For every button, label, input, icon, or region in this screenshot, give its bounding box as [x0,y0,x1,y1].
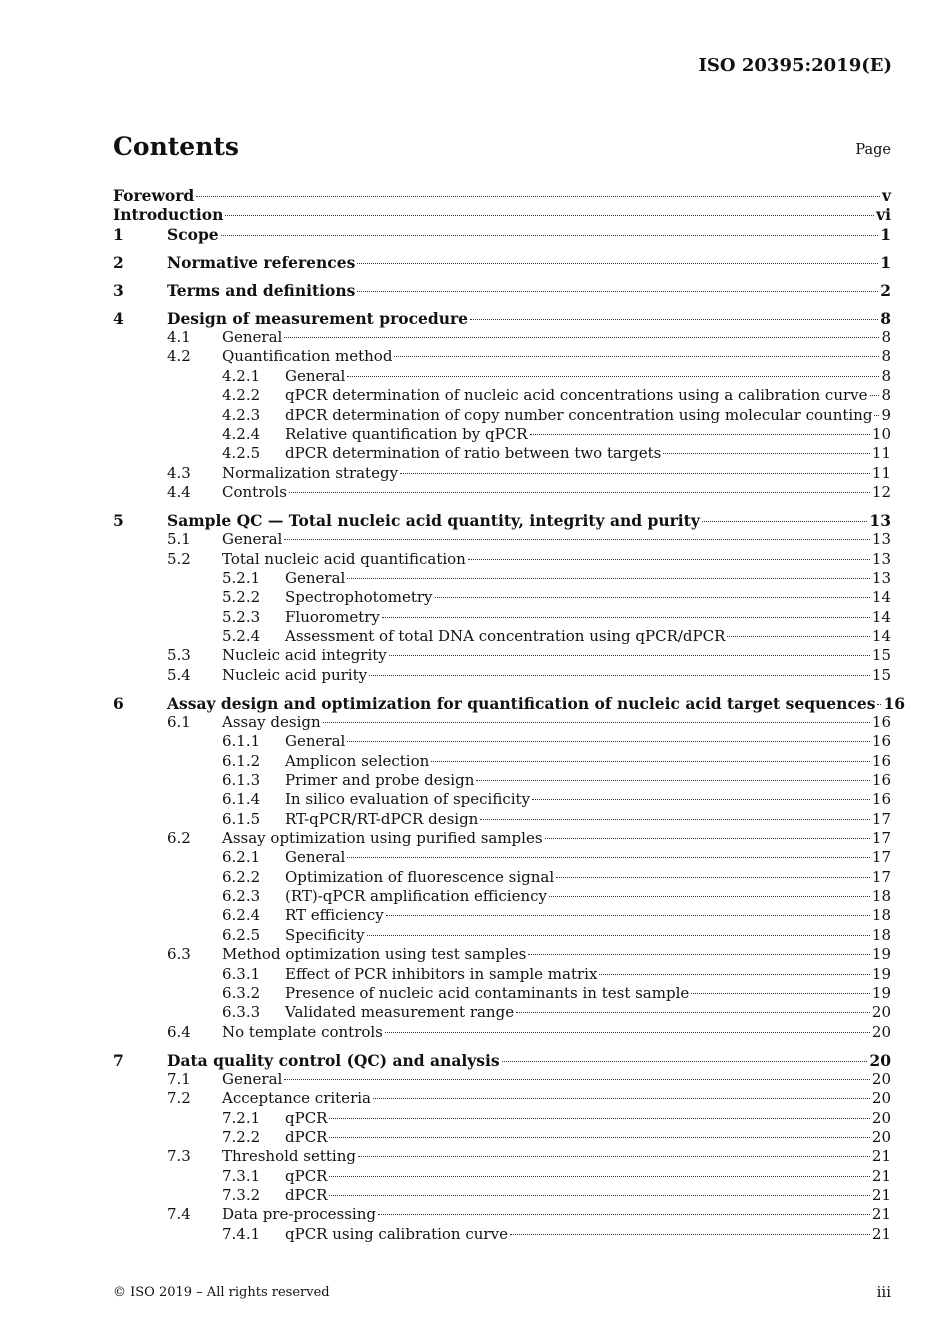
toc-entry-page: 8 [881,366,891,385]
toc-entry[interactable] [113,205,891,224]
toc-entry-title[interactable]: Terms and definitions [167,280,356,300]
dot-leader [435,597,870,598]
toc-entry-page: 17 [871,809,891,828]
dot-leader [502,1061,868,1062]
toc-entry-page: 11 [871,444,891,463]
dot-leader [386,915,870,916]
toc-entry-number: 7.4.1 [222,1224,261,1243]
toc-entry[interactable] [113,511,891,530]
copyright-footer: © ISO 2019 – All rights reserved [113,1285,330,1300]
dot-leader [702,521,868,522]
toc-entry[interactable] [113,829,891,848]
toc-entry-number: 7.4 [167,1205,191,1224]
toc-entry-page: 8 [881,386,891,405]
toc-entry-number: 6.2 [167,829,191,848]
dot-leader [367,935,870,936]
toc-entry-page: 19 [871,964,891,983]
toc-entry[interactable] [113,887,891,906]
toc-entry[interactable] [113,386,891,405]
toc-entry[interactable] [113,550,891,569]
toc-entry-number: 6.2.1 [222,848,261,867]
toc-entry-number: 1 [113,224,124,244]
toc-entry-number: 7.3.2 [222,1185,261,1204]
toc-entry-title[interactable]: Relative quantification by qPCR [285,424,528,443]
toc-entry-page: 21 [871,1166,891,1185]
toc-entry-number: 3 [113,280,124,300]
toc-entry-number: 5.3 [167,646,191,665]
toc-entry[interactable] [113,646,891,665]
toc-entry-page: 21 [871,1224,891,1243]
toc-entry-title[interactable]: Scope [167,224,219,244]
toc-entry-title[interactable]: Amplicon selection [285,751,430,770]
toc-entry-title[interactable]: Effect of PCR inhibitors in sample matrix [285,964,598,983]
toc-entry[interactable] [113,425,891,444]
dot-leader [476,780,870,781]
dot-leader [369,675,870,676]
toc-entry-page: 19 [871,945,891,964]
toc-entry[interactable] [113,588,891,607]
toc-entry-title[interactable]: Assay design and optimization for quantification of nucleic acid target sequences [167,693,876,713]
toc-entry[interactable] [113,608,891,627]
toc-entry-title[interactable]: General [285,568,346,587]
toc-entry[interactable] [113,848,891,867]
toc-entry-page: 19 [871,983,891,1002]
toc-entry-title[interactable]: Primer and probe design [285,771,475,790]
toc-entry-title[interactable]: dPCR determination of ratio between two targets [285,444,662,463]
toc-entry-number: 6.2.5 [222,925,261,944]
toc-entry-number: 6.1 [167,713,191,732]
toc-entry[interactable] [113,1089,891,1108]
dot-leader [549,896,870,897]
toc-entry-number: 4.2 [167,347,191,366]
toc-entry-page: 18 [871,925,891,944]
toc-entry-title[interactable]: qPCR using calibration curve [285,1224,508,1243]
document-id-header: ISO 20395:2019(E) [698,55,892,76]
dot-leader [532,799,870,800]
toc-entry-page: 20 [869,1050,891,1070]
toc-entry[interactable] [113,810,891,829]
toc-entry-number: 5 [113,510,124,530]
toc-entry-title[interactable]: Data pre-processing [222,1205,376,1224]
toc-entry-number: 6.1.1 [222,732,261,751]
dot-leader [347,741,870,742]
dot-leader [329,1176,869,1177]
toc-entry-number: 6.1.4 [222,790,261,809]
toc-entry[interactable] [113,1051,891,1070]
toc-entry-number: 5.4 [167,665,191,684]
dot-leader [289,492,870,493]
dot-leader [870,395,880,396]
toc-entry-page: 13 [869,510,891,530]
toc-entry-page: 20 [871,1003,891,1022]
dot-leader [358,1156,870,1157]
dot-leader [545,838,870,839]
toc-entry-title[interactable]: Threshold setting [222,1147,356,1166]
toc-entry-number: 5.2.4 [222,626,261,645]
toc-entry-title[interactable]: Sample QC — Total nucleic acid quantity, integrity and purity [167,510,700,530]
dot-leader [431,761,870,762]
toc-entry-page: 17 [871,848,891,867]
toc-entry-title[interactable]: General [285,366,346,385]
toc-entry-number: 6.3 [167,945,191,964]
toc-entry-title[interactable]: Assay optimization using purified samples [222,829,543,848]
toc-entry-title[interactable]: qPCR [285,1166,328,1185]
toc-entry-title[interactable]: In silico evaluation of specificity [285,790,531,809]
toc-entry-page: 14 [871,626,891,645]
dot-leader [599,974,869,975]
toc-entry[interactable] [113,1003,891,1022]
toc-entry-number: 7.1 [167,1069,191,1088]
toc-entry-page: 1 [880,224,891,244]
toc-entry-page: 15 [871,646,891,665]
toc-entry-title[interactable]: Quantification method [222,347,393,366]
toc-entry-title[interactable]: Normative references [167,252,356,272]
toc-entry-title[interactable]: dPCR [285,1185,328,1204]
toc-entry-page: 17 [871,829,891,848]
toc-entry-page: v [881,186,891,205]
toc-entry-page: 8 [881,347,891,366]
toc-entry[interactable] [113,1023,891,1042]
toc-entry-title[interactable]: dPCR determination of copy number concentration using molecular counting [285,405,873,424]
toc-entry-number: 6 [113,693,124,713]
toc-entry[interactable] [113,253,891,272]
toc-entry-page: 16 [871,751,891,770]
toc-entry-number: 2 [113,252,124,272]
toc-entry-number: 5.2.2 [222,588,261,607]
toc-entry[interactable] [113,1128,891,1147]
toc-entry-number: 6.3.3 [222,1003,261,1022]
dot-leader [347,857,870,858]
toc-entry[interactable] [113,1167,891,1186]
toc-entry-title[interactable]: Optimization of fluorescence signal [285,867,555,886]
toc-entry-title[interactable]: Assessment of total DNA concentration using qPCR/dPCR [285,626,726,645]
toc-entry-number: 6.1.2 [222,751,261,770]
dot-leader [196,196,880,197]
toc-entry-title[interactable]: qPCR [285,1108,328,1127]
toc-entry-page: 16 [883,693,906,713]
toc-entry[interactable] [113,1109,891,1128]
toc-entry-page: 16 [871,771,891,790]
toc-entry-page: 21 [871,1185,891,1204]
toc-entry-title[interactable]: qPCR determination of nucleic acid concentrations using a calibration curve [285,386,868,405]
dot-leader [480,819,870,820]
toc-entry-number: 6.1.5 [222,809,261,828]
toc-entry[interactable] [113,666,891,685]
toc-entry[interactable] [113,713,891,732]
toc-entry-page: 20 [871,1127,891,1146]
toc-entry-page: 8 [880,308,891,328]
toc-entry[interactable] [113,367,891,386]
toc-entry-page: 21 [871,1147,891,1166]
page-column-label: Page [855,142,891,158]
toc-entry-page: 20 [871,1022,891,1041]
toc-entry-number: 4.4 [167,482,191,501]
toc-entry[interactable] [113,309,891,328]
toc-entry-page: 15 [871,665,891,684]
toc-entry-title[interactable]: Assay design [222,713,321,732]
toc-entry-number: 4.3 [167,463,191,482]
toc-entry-page: 16 [871,732,891,751]
dot-leader [470,319,878,320]
toc-entry[interactable] [113,225,891,244]
toc-entry-page: 16 [871,790,891,809]
dot-leader [394,356,879,357]
toc-entry-number: 6.3.2 [222,983,261,1002]
toc-entry[interactable] [113,1070,891,1089]
toc-entry[interactable] [113,752,891,771]
toc-entry[interactable] [113,984,891,1003]
toc-entry-title[interactable]: Nucleic acid purity [222,665,368,684]
toc-entry[interactable] [113,1225,891,1244]
toc-entry[interactable] [113,347,891,366]
dot-leader [874,415,879,416]
toc-entry[interactable] [113,627,891,646]
toc-entry-page: 18 [871,887,891,906]
dot-leader [357,291,878,292]
dot-leader [528,954,870,955]
toc-entry[interactable] [113,281,891,300]
dot-leader [385,1032,870,1033]
dot-leader [221,235,879,236]
toc-entry-number: 6.2.4 [222,906,261,925]
toc-entry-number: 6.4 [167,1022,191,1041]
dot-leader [347,578,870,579]
toc-entry-page: vi [876,205,891,225]
toc-entry-title[interactable]: General [222,328,283,347]
table-of-contents [113,186,906,1244]
toc-entry-title[interactable]: Total nucleic acid quantification [222,549,466,568]
toc-entry-page: 1 [880,252,891,272]
toc-entry[interactable] [113,965,891,984]
toc-entry-number: 4.2.3 [222,405,261,424]
dot-leader [378,1214,870,1215]
toc-entry-title[interactable]: RT-qPCR/RT-dPCR design [285,809,479,828]
toc-entry-number: 5.1 [167,530,191,549]
toc-entry-title[interactable]: General [222,530,283,549]
toc-entry[interactable] [113,926,891,945]
toc-entry[interactable] [113,868,891,887]
toc-entry-page: 8 [881,328,891,347]
toc-entry-number: 6.2.3 [222,887,261,906]
toc-entry-number: 4.2.4 [222,424,261,443]
dot-leader [373,1098,870,1099]
toc-entry-page: 13 [871,549,891,568]
toc-entry-page: 10 [871,424,891,443]
dot-leader [727,636,870,637]
toc-entry-title[interactable]: Presence of nucleic acid contaminants in test sample [285,983,690,1002]
toc-entry-number: 4.2.5 [222,444,261,463]
toc-entry-number: 7.2.2 [222,1127,261,1146]
dot-leader [516,1012,870,1013]
toc-entry-title[interactable]: Validated measurement range [285,1003,515,1022]
dot-leader [530,434,870,435]
toc-entry-title[interactable]: Foreword [113,186,195,205]
toc-entry-page: 21 [871,1205,891,1224]
toc-entry-number: 7.3 [167,1147,191,1166]
dot-leader [284,337,879,338]
toc-entry-number: 4.2.2 [222,386,261,405]
toc-entry[interactable] [113,693,906,713]
toc-entry-number: 5.2.1 [222,568,261,587]
toc-entry-number: 5.2 [167,549,191,568]
toc-entry[interactable] [113,1186,891,1205]
dot-leader [323,722,870,723]
toc-entry[interactable] [113,732,891,751]
toc-entry[interactable] [113,186,891,205]
toc-entry[interactable] [113,444,891,463]
dot-leader [510,1234,870,1235]
dot-leader [382,617,870,618]
dot-leader [284,1079,870,1080]
toc-entry-page: 18 [871,906,891,925]
toc-entry-title[interactable]: Acceptance criteria [222,1089,371,1108]
toc-entry-title[interactable]: Data quality control (QC) and analysis [167,1050,500,1070]
dot-leader [329,1195,869,1196]
toc-entry-page: 13 [871,568,891,587]
toc-entry[interactable] [113,483,891,502]
toc-entry-page: 17 [871,867,891,886]
toc-entry-page: 9 [881,405,891,424]
dot-leader [225,215,874,216]
toc-entry-number: 5.2.3 [222,607,261,626]
toc-entry[interactable] [113,945,891,964]
toc-entry-title[interactable]: Nucleic acid integrity [222,646,387,665]
toc-entry-number: 7.3.1 [222,1166,261,1185]
toc-entry[interactable] [113,406,891,425]
toc-entry-number: 7.2.1 [222,1108,261,1127]
dot-leader [468,559,870,560]
toc-entry-number: 7.2 [167,1089,191,1108]
toc-entry-title[interactable]: Controls [222,482,287,501]
toc-entry-title[interactable]: Normalization strategy [222,463,399,482]
dot-leader [877,704,881,705]
toc-entry-number: 6.2.2 [222,867,261,886]
dot-leader [329,1118,869,1119]
toc-entry-title[interactable]: Design of measurement procedure [167,308,469,328]
toc-entry-title[interactable]: Fluorometry [285,607,380,626]
toc-entry[interactable] [113,1205,891,1224]
toc-entry-title[interactable]: Method optimization using test samples [222,945,527,964]
toc-entry-title[interactable]: No template controls [222,1022,383,1041]
toc-entry-title[interactable]: General [222,1069,283,1088]
toc-entry-page: 11 [871,463,891,482]
toc-entry-page: 20 [871,1069,891,1088]
toc-entry-page: 12 [871,482,891,501]
toc-entry[interactable] [113,569,891,588]
page-number: iii [876,1283,891,1301]
dot-leader [347,376,879,377]
dot-leader [663,453,870,454]
toc-entry-page: 16 [871,713,891,732]
dot-leader [284,539,870,540]
toc-entry[interactable] [113,530,891,549]
toc-entry-page: 14 [871,607,891,626]
toc-entry-title[interactable]: Specificity [285,925,365,944]
dot-leader [400,473,870,474]
toc-entry[interactable] [113,906,891,925]
toc-entry-number: 6.3.1 [222,964,261,983]
dot-leader [691,993,870,994]
toc-entry[interactable] [113,771,891,790]
toc-entry-title[interactable]: dPCR [285,1127,328,1146]
toc-entry[interactable] [113,464,891,483]
toc-entry-number: 4.2.1 [222,366,261,385]
toc-entry[interactable] [113,790,891,809]
toc-entry-page: 20 [871,1089,891,1108]
dot-leader [357,263,878,264]
toc-entry-number: 4.1 [167,328,191,347]
toc-entry-title[interactable]: RT efficiency [285,906,384,925]
toc-entry-title[interactable]: General [285,848,346,867]
toc-entry-number: 4 [113,308,124,328]
toc-entry-number: 7 [113,1050,124,1070]
toc-entry-page: 14 [871,588,891,607]
page-title: Contents [113,132,240,161]
dot-leader [389,655,870,656]
toc-entry[interactable] [113,1147,891,1166]
dot-leader [329,1137,869,1138]
toc-entry-page: 20 [871,1108,891,1127]
toc-entry-page: 13 [871,530,891,549]
toc-entry-number: 6.1.3 [222,771,261,790]
toc-entry-page: 2 [880,280,891,300]
toc-entry[interactable] [113,328,891,347]
toc-entry-title[interactable]: Spectrophotometry [285,588,433,607]
dot-leader [556,877,870,878]
toc-entry-title[interactable]: (RT)-qPCR amplification efficiency [285,887,547,906]
toc-entry-title[interactable]: Introduction [113,205,224,225]
toc-entry-title[interactable]: General [285,732,346,751]
